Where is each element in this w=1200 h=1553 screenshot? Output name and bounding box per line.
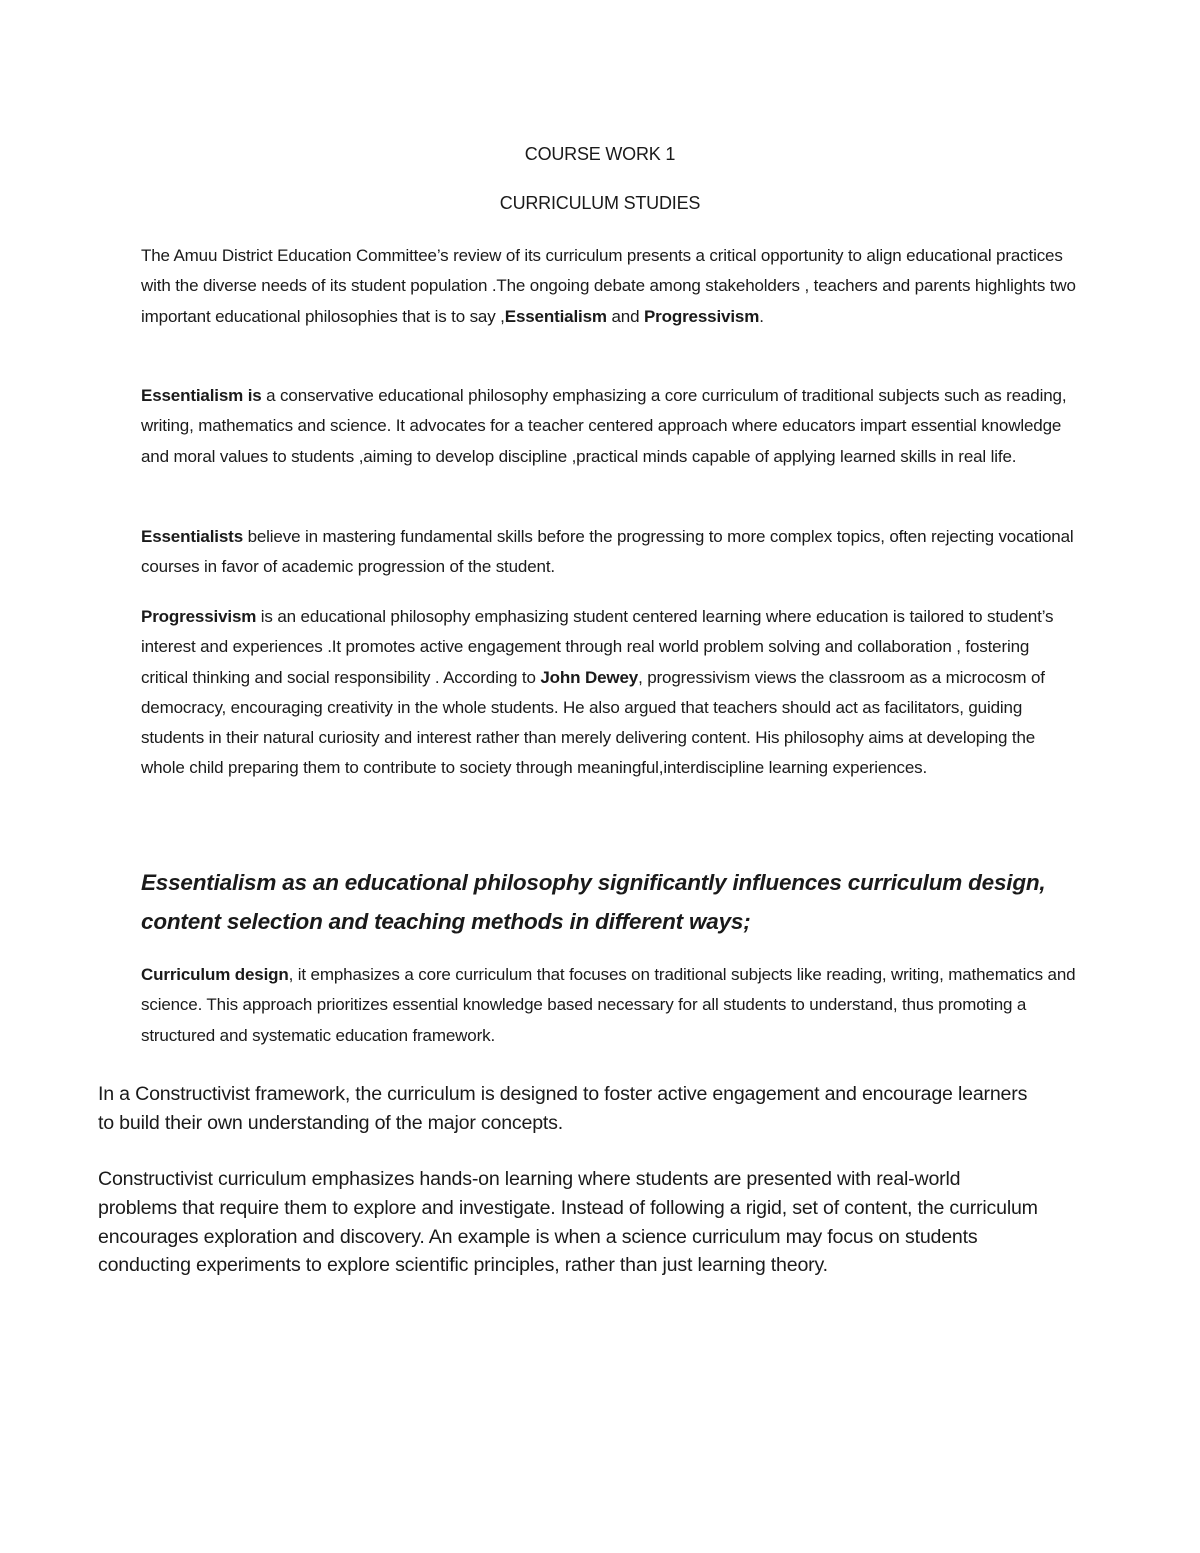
- curriculum-design-term: Curriculum design: [141, 965, 289, 984]
- essentialists-term: Essentialists: [141, 527, 243, 546]
- essentialists-paragraph: [141, 522, 1076, 583]
- subject-title: CURRICULUM STUDIES: [499, 193, 701, 213]
- progressivism-text-after: , progressivism views the classroom as a microcosm of democracy, encouraging creativity in the whole students. He also argued that teachers should act as facilitators, guiding students in their natural curiosity and interest rather than merely delivering content. His philosophy aims at developing the whole child preparing them to contribute to society through meaningful,interdiscipline learning experiences.: [141, 667, 1045, 778]
- dewey-name: John Dewey: [540, 667, 639, 687]
- progressivism-text: is an educational philosophy emphasizing student centered learning where education is tailored to student’s interest and experiences .It promotes active engagement through real world problem solving and collaboration , fostering critical thinking and social responsibility . According to: [141, 607, 1054, 687]
- essentialism-text: a conservative educational philosophy emphasizing a core curriculum of traditional subjects such as reading, writing, mathematics and science. It advocates for a teacher centered approach where educators impart essential knowledge and moral values to students ,aiming to develop discipline ,practical minds capable of applying learned skills in real life.: [141, 386, 1067, 466]
- intro-term-essentialism: Essentialism: [504, 306, 607, 326]
- curriculum-design-paragraph: [141, 960, 1076, 1051]
- intro-connector: and: [606, 306, 644, 326]
- intro-paragraph: [141, 241, 1076, 332]
- section-heading: Essentialism as an educational philosophy significantly influences curriculum design, content selection and teaching methods in different ways;: [141, 870, 1046, 934]
- curriculum-design-text: , it emphasizes a core curriculum that focuses on traditional subjects like reading, writing, mathematics and science. This approach prioritizes essential knowledge based necessary for all students to understand, thus promoting a structured and systematic education framework.: [141, 965, 1076, 1045]
- progressivism-term: Progressivism: [141, 607, 257, 626]
- essentialism-term: Essentialism is: [141, 386, 262, 405]
- intro-term-progressivism: Progressivism: [643, 306, 760, 326]
- essentialism-paragraph: [141, 381, 1076, 472]
- constructivist-paragraph-2: Constructivist curriculum emphasizes hands-on learning where students are presented with real-world problems that require them to explore and investigate. Instead of following a rigid, set of content, the curriculum encourages exploration and discovery. An example is when a science curriculum may focus on students conducting experiments to explore scientific principles, rather than just learning theory.: [98, 1168, 1038, 1277]
- essentialists-text: believe in mastering fundamental skills before the progressing to more complex topics, often rejecting vocational courses in favor of academic progression of the student.: [141, 527, 1074, 577]
- course-title: COURSE WORK 1: [524, 144, 676, 164]
- constructivist-paragraph-1: In a Constructivist framework, the curriculum is designed to foster active engagement and encourage learners to build their own understanding of the major concepts.: [98, 1083, 1028, 1134]
- intro-text: The Amuu District Education Committee’s review of its curriculum presents a critical opportunity to align educational practices with the diverse needs of its student population .The ongoing debate among stakeholders , teachers and parents highlights two important educational philosophies that is to say ,: [141, 246, 1076, 326]
- progressivism-paragraph: [141, 602, 1076, 784]
- intro-end: .: [759, 306, 764, 326]
